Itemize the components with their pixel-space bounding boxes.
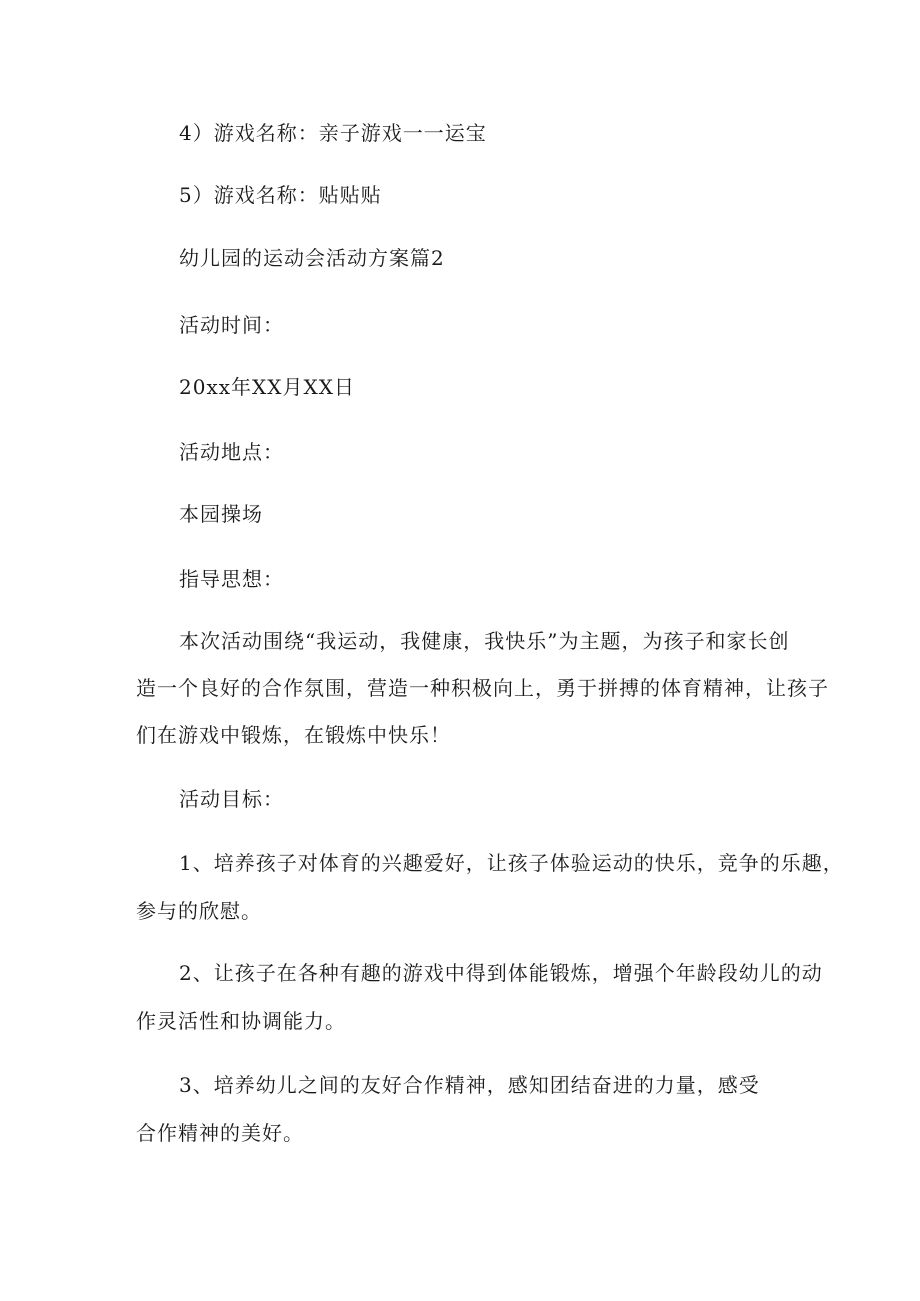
goal-1-line: 1、培养孩子对体育的兴趣爱好，让孩子体验运动的快乐，竞争的乐趣， bbox=[179, 851, 844, 875]
time-label: 活动时间： bbox=[179, 313, 284, 337]
goal-1-line: 参与的欣慰。 bbox=[136, 899, 262, 923]
place-label: 活动地点： bbox=[179, 440, 284, 464]
guideline-line: 本次活动围绕“我运动，我健康，我快乐”为主题，为孩子和家长创 bbox=[179, 629, 790, 653]
game-item-5: 5）游戏名称：贴贴贴 bbox=[179, 183, 382, 207]
goal-3-line: 3、培养幼儿之间的友好合作精神，感知团结奋进的力量，感受 bbox=[179, 1073, 760, 1097]
goals-label: 活动目标： bbox=[179, 787, 284, 811]
goal-3-line: 合作精神的美好。 bbox=[136, 1121, 304, 1145]
game-item-4: 4）游戏名称：亲子游戏一一运宝 bbox=[179, 121, 487, 145]
guideline-line: 们在游戏中锻炼，在锻炼中快乐！ bbox=[136, 723, 451, 747]
guideline-line: 造一个良好的合作氛围，营造一种积极向上，勇于拼搏的体育精神，让孩子 bbox=[136, 676, 829, 700]
goal-2-line: 2、让孩子在各种有趣的游戏中得到体能锻炼，增强个年龄段幼儿的动 bbox=[179, 961, 823, 985]
goal-2-line: 作灵活性和协调能力。 bbox=[136, 1009, 346, 1033]
place-value: 本园操场 bbox=[179, 502, 263, 526]
guideline-label: 指导思想： bbox=[179, 567, 284, 591]
section-title: 幼儿园的运动会活动方案篇2 bbox=[179, 246, 445, 270]
time-value: 20xx年XX月XX日 bbox=[179, 375, 355, 399]
